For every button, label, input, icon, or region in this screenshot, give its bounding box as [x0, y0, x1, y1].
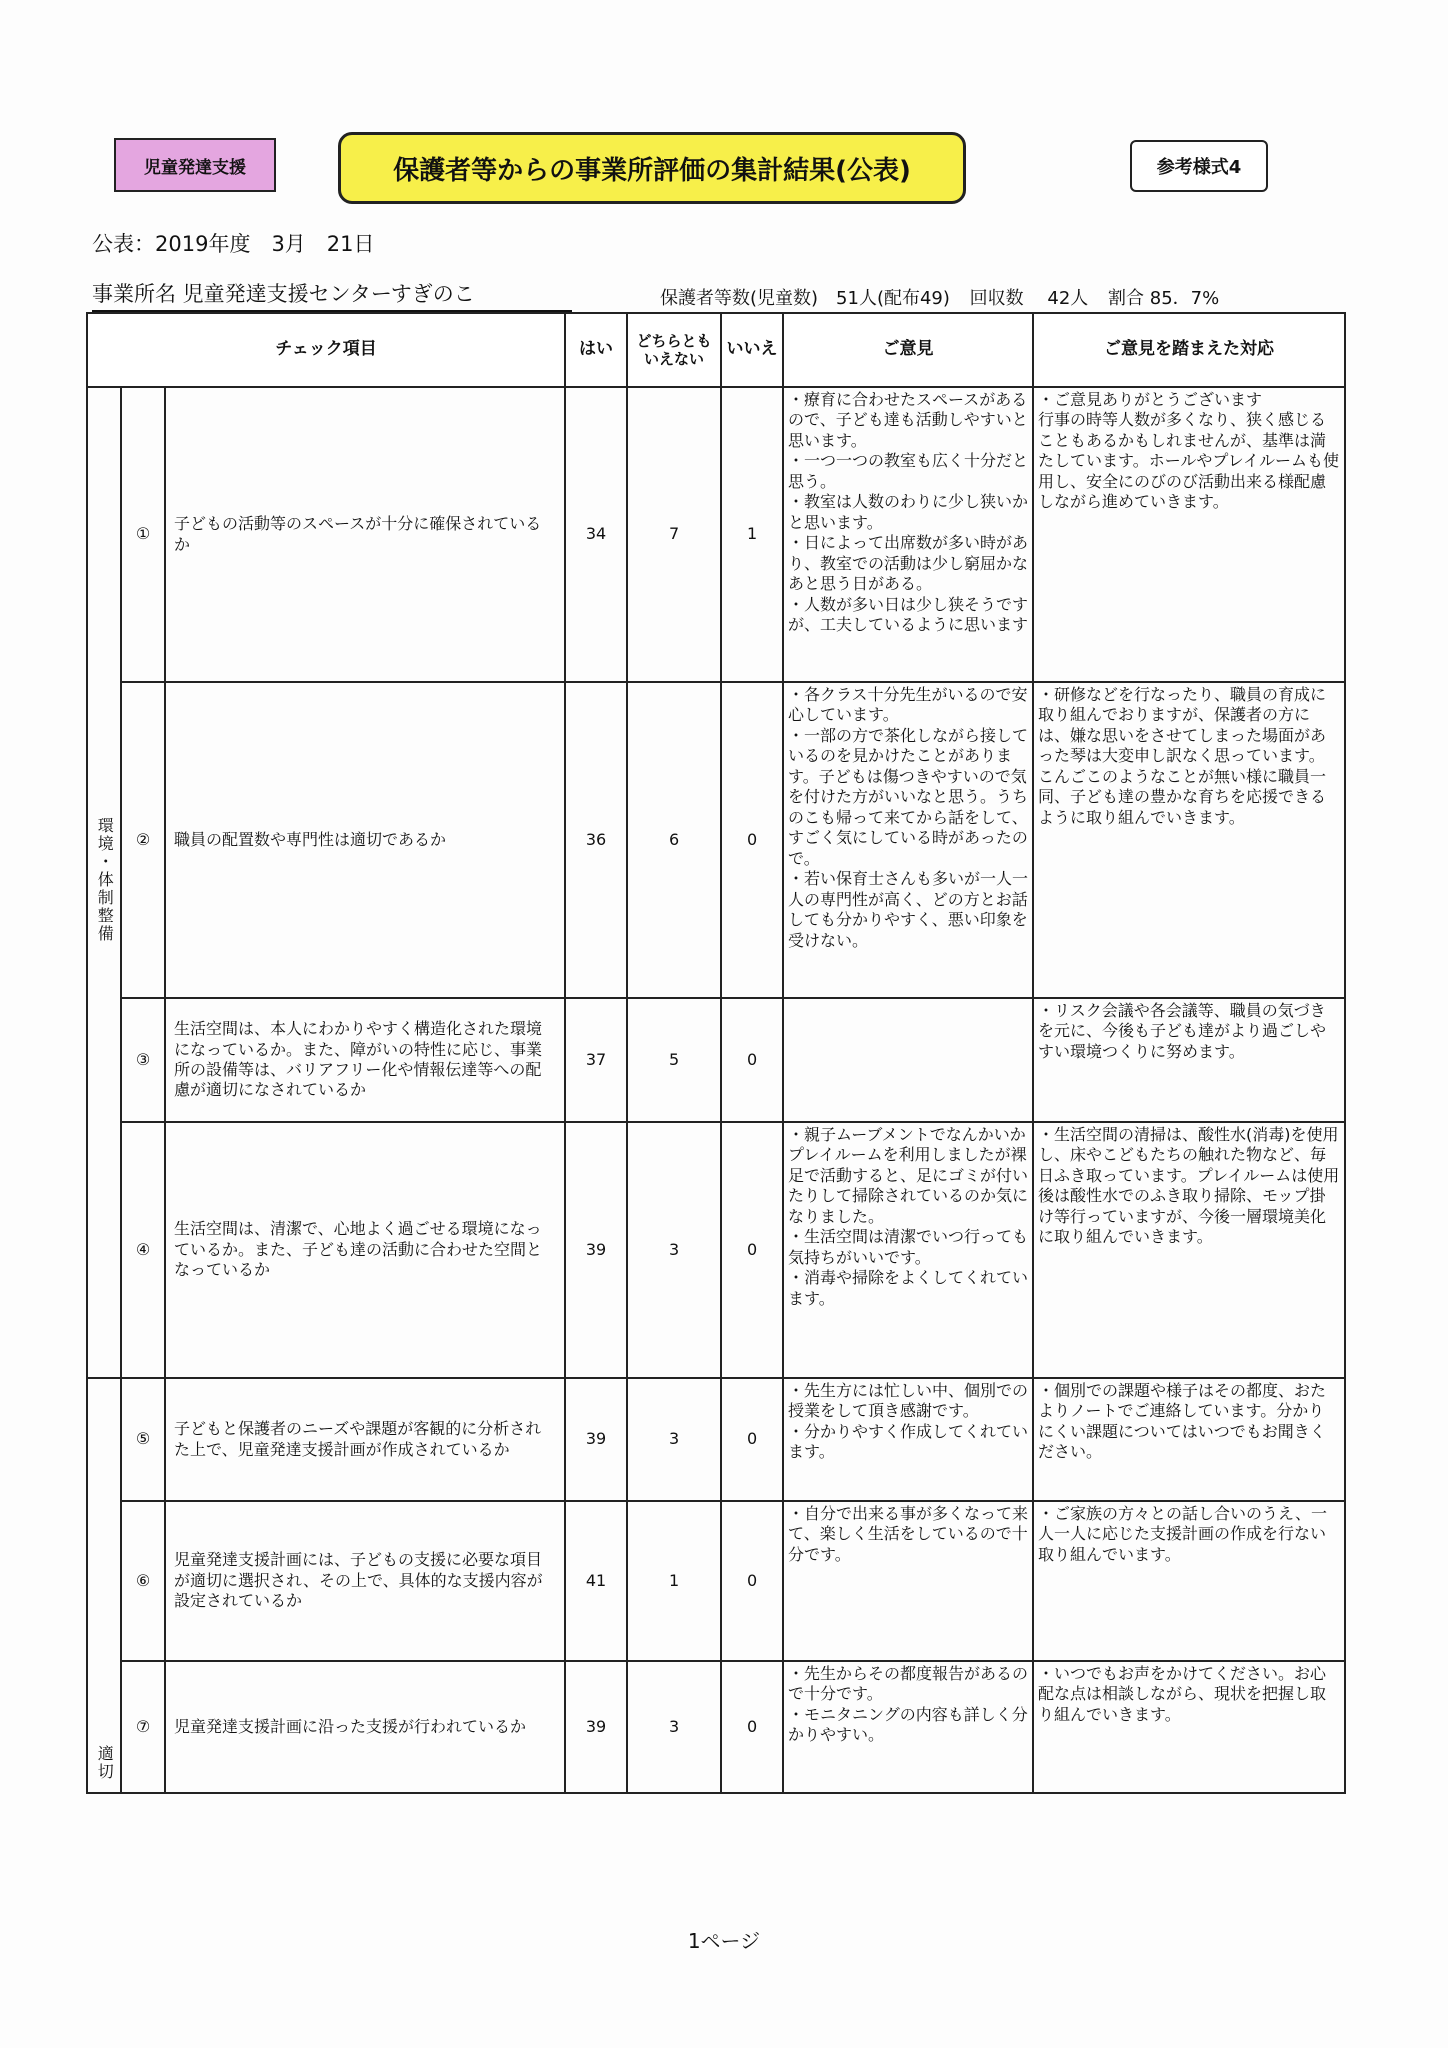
publication-date: 公表：2019年度 3月 21日	[92, 232, 375, 256]
response-cell: ・リスク会議や各会議等、職員の気づきを元に、今後も子ども達がより過ごしやすい環境つくりに努めます。	[1033, 998, 1345, 1122]
neither-count: 3	[627, 1122, 721, 1378]
check-item: 職員の配置数や専門性は適切であるか	[165, 682, 565, 998]
table-row	[87, 1122, 1345, 1378]
evaluation-table	[86, 312, 1346, 1794]
opinion-cell: ・親子ムーブメントでなんかいかプレイルームを利用しましたが裸足で活動すると、足にゴミが付いたりして掃除されているのか気になりました。 ・生活空間は清潔でいつ行っても気持ちがいいです。 ・消毒や掃除をよくしてくれています。	[783, 1122, 1033, 1378]
table-row	[87, 387, 1345, 682]
check-item: 生活空間は、本人にわかりやすく構造化された環境になっているか。また、障がいの特性に応じ、事業所の設備等は、バリアフリー化や情報伝達等への配慮が適切になされているか	[165, 998, 565, 1122]
page-title: 保護者等からの事業所評価の集計結果(公表)	[338, 132, 966, 204]
response-cell: ・いつでもお声をかけてください。お心配な点は相談しながら、現状を把握し取り組んでいきます。	[1033, 1661, 1345, 1793]
no-count: 0	[721, 1501, 783, 1661]
row-number: ②	[121, 682, 165, 998]
neither-count: 3	[627, 1661, 721, 1793]
response-count: 回収数 42人	[969, 288, 1089, 309]
response-counts	[660, 284, 1233, 310]
neither-count: 3	[627, 1378, 721, 1501]
yes-count: 41	[565, 1501, 627, 1661]
category-cell	[87, 1378, 121, 1793]
yes-count: 39	[565, 1122, 627, 1378]
table-header-row	[87, 313, 1345, 387]
no-count: 0	[721, 1378, 783, 1501]
yes-count: 37	[565, 998, 627, 1122]
response-ratio: 割合 85．7%	[1108, 288, 1220, 309]
response-cell: ・個別での課題や様子はその都度、おたよりノートでご連絡しています。分かりにくい課題についてはいつでもお聞きください。	[1033, 1378, 1345, 1501]
no-count: 0	[721, 998, 783, 1122]
opinion-cell: ・各クラス十分先生がいるので安心しています。 ・一部の方で茶化しながら接しているのを見かけたことがあります。子どもは傷つきやすいので気を付けた方がいいなと思う。うちのこも帰って来てから話をして、すごく気にしている時があったので。 ・若い保育士さんも多いが一人一人の専門性が高く、どの方とお話しても分かりやすく、悪い印象を受けない。	[783, 682, 1033, 998]
page-number: 1ページ	[687, 1929, 761, 1953]
row-number: ③	[121, 998, 165, 1122]
row-number: ①	[121, 387, 165, 682]
table-row	[87, 998, 1345, 1122]
opinion-cell: ・自分で出来る事が多くなって来て、楽しく生活をしているので十分です。	[783, 1501, 1033, 1661]
response-cell: ・ご家族の方々との話し合いのうえ、一人一人に応じた支援計画の作成を行ない取り組んでいます。	[1033, 1501, 1345, 1661]
row-number: ⑤	[121, 1378, 165, 1501]
opinion-cell: ・先生方には忙しい中、個別での授業をして頂き感謝です。 ・分かりやすく作成してくれています。	[783, 1378, 1033, 1501]
yes-count: 34	[565, 387, 627, 682]
row-number: ⑦	[121, 1661, 165, 1793]
opinion-cell	[783, 998, 1033, 1122]
response-cell: ・生活空間の清掃は、酸性水(消毒)を使用し、床やこどもたちの触れた物など、毎日ふき取っています。プレイルームは使用後は酸性水でのふき取り掃除、モップ掛け等行っていますが、今後一層環境美化に取り組んでいきます。	[1033, 1122, 1345, 1378]
response-cell: ・ご意見ありがとうございます 行事の時等人数が多くなり、狭く感じることもあるかもしれませんが、基準は満たしています。ホールやプレイルームも使用し、安全にのびのび活動出来る様配慮しながら進めていきます。	[1033, 387, 1345, 682]
row-number: ④	[121, 1122, 165, 1378]
no-count: 1	[721, 387, 783, 682]
no-count: 0	[721, 1661, 783, 1793]
office-name: 事業所名 児童発達支援センターすぎのこ	[92, 278, 572, 312]
neither-count: 1	[627, 1501, 721, 1661]
table-row	[87, 1378, 1345, 1501]
yes-count: 39	[565, 1378, 627, 1501]
table-row	[87, 682, 1345, 998]
row-number: ⑥	[121, 1501, 165, 1661]
header-no: いいえ	[721, 313, 783, 387]
response-cell: ・研修などを行なったり、職員の育成に取り組んでおりますが、保護者の方には、嫌な思いをさせてしまった場面があった琴は大変申し訳なく思っています。こんごこのようなことが無い様に職員一同、子ども達の豊かな育ちを応援できるように取り組んでいきます。	[1033, 682, 1345, 998]
header-item: チェック項目	[87, 313, 565, 387]
no-count: 0	[721, 1122, 783, 1378]
opinion-cell: ・療育に合わせたスペースがあるので、子ども達も活動しやすいと思います。 ・一つ一つの教室も広く十分だと思う。 ・教室は人数のわりに少し狭いかと思います。 ・日によって出席数が多い時があり、教室での活動は少し窮屈かなあと思う日がある。 ・人数が多い日は少し狭そうですが、工夫しているように思います	[783, 387, 1033, 682]
form-label: 参考様式4	[1130, 140, 1268, 192]
check-item: 生活空間は、清潔で、心地よく過ごせる環境になっているか。また、子ども達の活動に合わせた空間となっているか	[165, 1122, 565, 1378]
header-opinion: ご意見	[783, 313, 1033, 387]
neither-count: 6	[627, 682, 721, 998]
check-item: 児童発達支援計画には、子どもの支援に必要な項目が適切に選択され、その上で、具体的な支援内容が設定されているか	[165, 1501, 565, 1661]
category-label: 適切	[95, 1744, 115, 1781]
neither-count: 5	[627, 998, 721, 1122]
check-item: 子どもと保護者のニーズや課題が客観的に分析された上で、児童発達支援計画が作成されているか	[165, 1378, 565, 1501]
table-row	[87, 1501, 1345, 1661]
yes-count: 36	[565, 682, 627, 998]
header-response: ご意見を踏まえた対応	[1033, 313, 1345, 387]
check-item: 子どもの活動等のスペースが十分に確保されているか	[165, 387, 565, 682]
neither-count: 7	[627, 387, 721, 682]
check-item: 児童発達支援計画に沿った支援が行われているか	[165, 1661, 565, 1793]
guardian-count: 保護者等数(児童数) 51人(配布49)	[660, 288, 950, 309]
opinion-cell: ・先生からその都度報告があるので十分です。 ・モニタニングの内容も詳しく分かりやすい。	[783, 1661, 1033, 1793]
header-yes: はい	[565, 313, 627, 387]
yes-count: 39	[565, 1661, 627, 1793]
no-count: 0	[721, 682, 783, 998]
service-badge: 児童発達支援	[114, 138, 276, 192]
table-row	[87, 1661, 1345, 1793]
category-cell	[87, 387, 121, 1378]
header-neither: どちらとも いえない	[627, 313, 721, 387]
category-label: 環境・体制整備	[95, 816, 115, 943]
